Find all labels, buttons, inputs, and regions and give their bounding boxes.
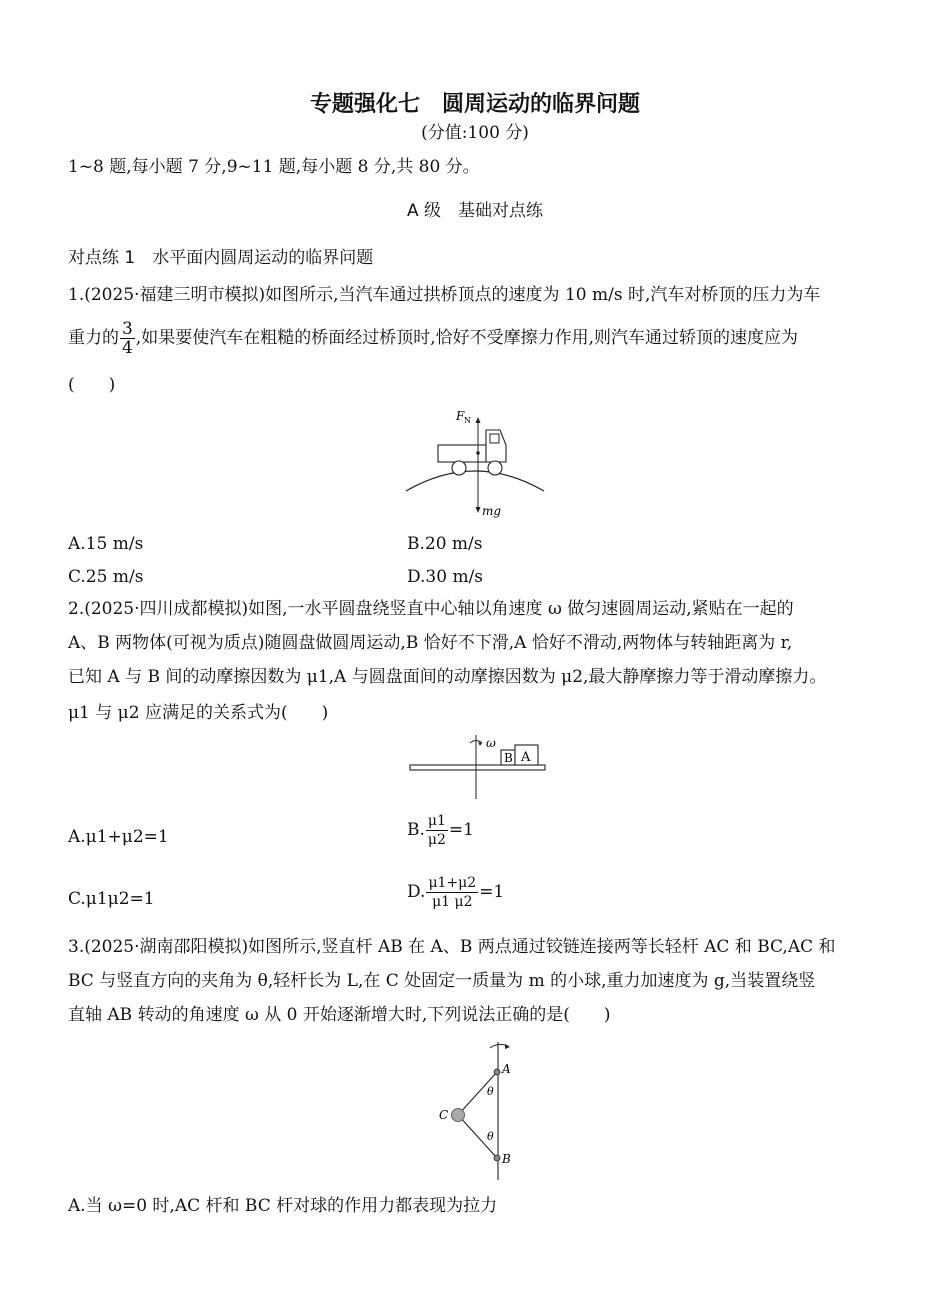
label-theta-top: θ	[487, 1085, 494, 1098]
instructions: 1~8 题,每小题 7 分,9~11 题,每小题 8 分,共 80 分。	[68, 157, 480, 177]
q2-line4: μ1 与 μ2 应满足的关系式为( )	[68, 703, 329, 723]
fraction-three-quarters: $\frac{3}{4}$	[122, 319, 133, 358]
label-b: B	[504, 751, 513, 765]
truck-front-wheel	[488, 461, 502, 475]
label-theta-bottom: θ	[487, 1130, 494, 1143]
q3-option-a[interactable]: A.当 ω=0 时,AC 杆和 BC 杆对球的作用力都表现为拉力	[68, 1196, 498, 1216]
hinge-b	[494, 1155, 500, 1161]
hinge-a	[494, 1069, 500, 1075]
truck-cab	[486, 430, 506, 462]
bridge-arc	[406, 471, 544, 491]
page-title: 专题强化七 圆周运动的临界问题	[309, 92, 640, 117]
label-omega: ω	[486, 736, 496, 750]
q2-option-c[interactable]: C.μ1μ2=1	[68, 889, 155, 909]
center-of-mass-dot	[476, 451, 480, 455]
q2-figure-rotating-disk	[405, 735, 550, 801]
section-heading: 对点练 1 水平面内圆周运动的临界问题	[68, 248, 374, 268]
label-mg: mg	[482, 504, 502, 518]
label-a: A	[502, 1062, 511, 1076]
q2-line2: A、B 两物体(可视为质点)随圆盘做圆周运动,B 恰好不下滑,A 恰好不滑动,两物体与转轴距离为 r,	[68, 633, 793, 653]
label-fn: F	[456, 409, 465, 423]
q3-line2: BC 与竖直方向的夹角为 θ,轻杆长为 L,在 C 处固定一质量为 m 的小球,重力加速度为 g,当装置绕竖	[68, 971, 816, 991]
label-b: B	[502, 1152, 511, 1166]
ball-c	[452, 1109, 465, 1122]
q1-option-a[interactable]: A.15 m/s	[68, 534, 144, 554]
disk-side-view	[410, 765, 545, 770]
q1-line2: 重力的 $\frac{3}{4}$ ,如果要使汽车在粗糙的桥面经过桥顶时,恰好不受摩擦力作用,则汽车通过轿顶的速度应为	[68, 319, 799, 358]
q1-line1: 1.(2025·福建三明市模拟)如图所示,当汽车通过拱桥顶点的速度为 10 m/s 时,汽车对桥顶的压力为车	[68, 285, 821, 305]
q2-option-b[interactable]: B. $\frac{\mu 1}{\mu 2}$ =1	[407, 813, 474, 848]
q2-line3: 已知 A 与 B 间的动摩擦因数为 μ1,A 与圆盘面间的动摩擦因数为 μ2,最大静摩擦力等于滑动摩擦力。	[68, 667, 827, 687]
q2-line1: 2.(2025·四川成都模拟)如图,一水平圆盘绕竖直中心轴以角速度 ω 做匀速圆周运动,紧贴在一起的	[68, 599, 794, 619]
level-heading: A 级 基础对点练	[406, 201, 544, 221]
q3-line3: 直轴 AB 转动的角速度 ω 从 0 开始逐渐增大时,下列说法正确的是( )	[68, 1005, 611, 1025]
label-fn-sub: N	[464, 416, 471, 425]
q2-option-d[interactable]: D. $\frac{\mu 1+\mu 2}{\mu 1 \mu 2}$ =1	[407, 875, 505, 910]
q1-option-c[interactable]: C.25 m/s	[68, 567, 144, 587]
label-c: C	[439, 1108, 449, 1122]
q3-figure-rod-and-ball	[430, 1040, 530, 1182]
q2-option-a[interactable]: A.μ1+μ2=1	[68, 827, 169, 847]
truck-rear-wheel	[452, 461, 466, 475]
score-note: (分值:100 分)	[421, 123, 529, 143]
q1-answer-paren: ( )	[68, 375, 116, 395]
label-a: A	[521, 750, 531, 765]
q1-option-b[interactable]: B.20 m/s	[407, 534, 483, 554]
q3-line1: 3.(2025·湖南邵阳模拟)如图所示,竖直杆 AB 在 A、B 两点通过铰链连接两等长轻杆 AC 和 BC,AC 和	[68, 937, 836, 957]
q1-option-d[interactable]: D.30 m/s	[407, 567, 484, 587]
q1-figure-truck-on-bridge	[400, 405, 550, 523]
